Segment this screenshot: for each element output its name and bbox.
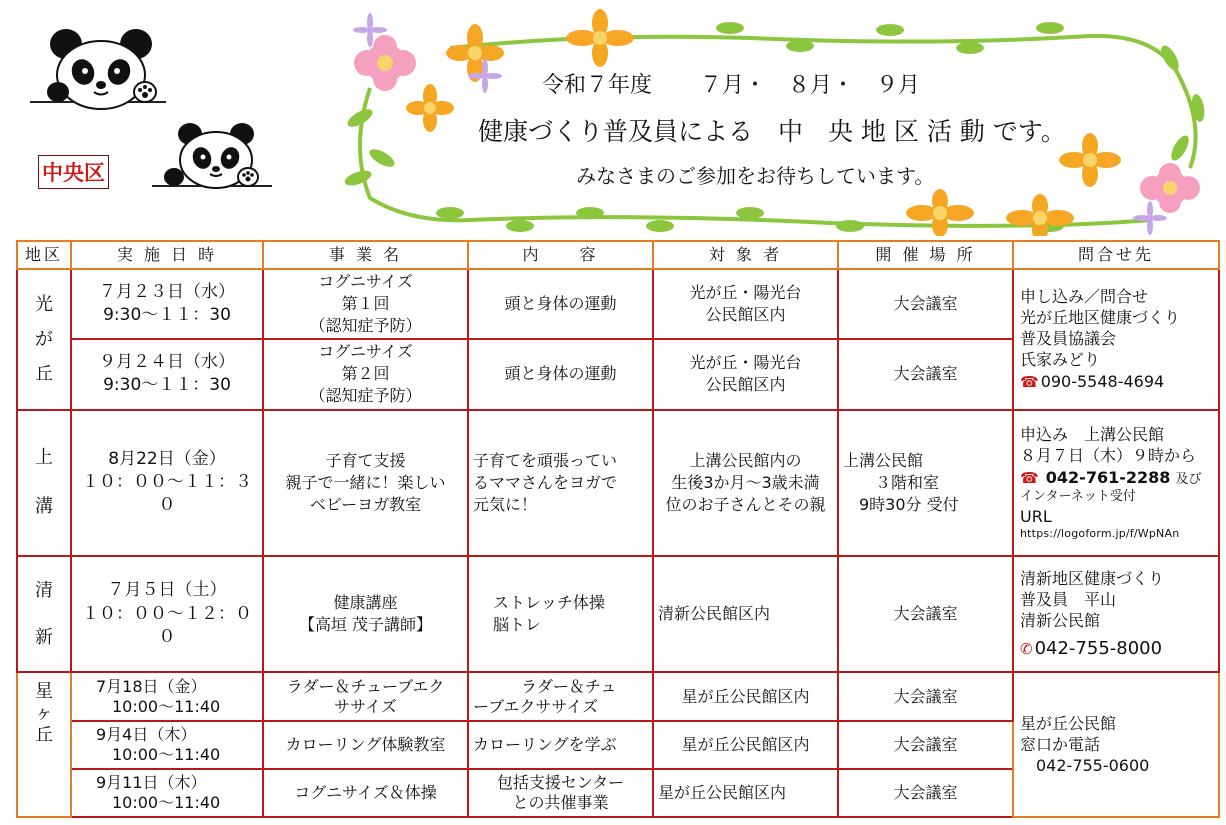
event-cell: カローリング体験教室 <box>263 721 468 769</box>
fiscal-year: 令和７年度 <box>542 73 653 98</box>
panda-illustration-1 <box>28 20 168 112</box>
phone-icon: ☎ <box>1020 372 1039 391</box>
target-cell: 光が丘・陽光台 公民館区内 <box>653 269 838 339</box>
contact-text: インターネット受付 <box>1020 489 1136 505</box>
header-invitation: みなさまのご参加をお待ちしています。 <box>576 164 935 188</box>
content-cell: 包括支援センター との共催事業 <box>468 769 653 817</box>
contact-text: ８月７日（木）９時から <box>1020 446 1197 466</box>
date-cell: ７月２３日（水） 9:30～１１：30 <box>71 269 263 339</box>
venue-cell: 大会議室 <box>838 269 1013 339</box>
contact-text: 清新地区健康づくり 普及員 平山 清新公民館 <box>1020 568 1165 630</box>
date-cell: ９月２４日（水） 9:30～１１：30 <box>71 339 263 409</box>
column-header: 事 業 名 <box>263 241 468 269</box>
column-header: 対 象 者 <box>653 241 838 269</box>
event-cell: コグニサイズ 第２回 （認知症予防） <box>263 339 468 409</box>
contact-cell <box>1013 556 1219 672</box>
target-cell: 星が丘公民館区内 <box>653 672 838 720</box>
column-header: 問合せ先 <box>1013 241 1219 269</box>
contact-cell <box>1013 410 1219 557</box>
venue-cell: 大会議室 <box>838 672 1013 720</box>
table-row <box>17 410 1219 557</box>
phone-icon: ☎ <box>1020 468 1039 487</box>
contact-phone: 090-5548-4694 <box>1040 371 1165 391</box>
column-header: 開 催 場 所 <box>838 241 1013 269</box>
venue-cell: 上溝公民館 ３階和室 9時30分 受付 <box>838 410 1013 557</box>
region-cell: 清 新 <box>17 556 71 672</box>
target-cell: 清新公民館区内 <box>653 556 838 672</box>
date-cell: ７月５日（土） １０：００～１２：００ <box>71 556 263 672</box>
contact-text: 申込み 上溝公民館 <box>1020 425 1165 445</box>
event-cell: コグニサイズ＆体操 <box>263 769 468 817</box>
header-title: 健康づくり普及員による 中 央 地 区 活 動 です。 <box>478 117 1066 146</box>
table-row <box>17 672 1219 720</box>
contact-url-link[interactable]: https://logoform.jp/f/WpNAn <box>1020 526 1180 540</box>
target-cell: 星が丘公民館区内 <box>653 769 838 817</box>
region-cell: 星 ヶ 丘 <box>17 672 71 817</box>
schedule-table <box>16 240 1220 818</box>
date-cell: 9月11日（木） 10:00～11:40 <box>71 769 263 817</box>
event-cell: 健康講座 【高垣 茂子講師】 <box>263 556 468 672</box>
region-cell: 上 溝 <box>17 410 71 557</box>
panda-illustration-2 <box>150 122 274 194</box>
table-header-row <box>17 241 1219 269</box>
target-cell: 星が丘公民館区内 <box>653 721 838 769</box>
column-header: 地区 <box>17 241 71 269</box>
event-cell: 子育て支援 親子で一緒に！楽しい ベビーヨガ教室 <box>263 410 468 557</box>
table-row <box>17 556 1219 672</box>
date-cell: 7月18日（金） 10:00～11:40 <box>71 672 263 720</box>
months: ７月・ ８月・ ９月 <box>700 73 921 98</box>
date-cell: 9月4日（木） 10:00～11:40 <box>71 721 263 769</box>
table-row <box>17 269 1219 339</box>
content-cell: ラダー＆チュ ーブエクササイズ <box>468 672 653 720</box>
venue-cell: 大会議室 <box>838 769 1013 817</box>
venue-cell: 大会議室 <box>838 556 1013 672</box>
date-cell: 8月22日（金） １０：００～１１：３０ <box>71 410 263 557</box>
column-header: 実 施 日 時 <box>71 241 263 269</box>
content-cell: カローリングを学ぶ <box>468 721 653 769</box>
contact-cell <box>1013 269 1219 410</box>
contact-phone: 042-761-2288 <box>1045 467 1171 487</box>
content-cell: 頭と身体の運動 <box>468 339 653 409</box>
contact-phone: 042-755-8000 <box>1034 638 1163 660</box>
column-header: 内 容 <box>468 241 653 269</box>
contact-text: 及び <box>1175 471 1202 487</box>
district-tag: 中央区 <box>38 155 109 189</box>
contact-cell: 星が丘公民館 窓口か電話 042-755-0600 <box>1013 672 1219 817</box>
venue-cell: 大会議室 <box>838 721 1013 769</box>
region-cell: 光 が 丘 <box>17 269 71 410</box>
content-cell: 頭と身体の運動 <box>468 269 653 339</box>
target-cell: 光が丘・陽光台 公民館区内 <box>653 339 838 409</box>
venue-cell: 大会議室 <box>838 339 1013 409</box>
contact-text: URL <box>1020 506 1052 526</box>
header-line-1 <box>542 68 920 99</box>
contact-text: 申し込み／問合せ 光が丘地区健康づくり 普及員協議会 氏家みどり <box>1020 287 1181 370</box>
target-cell: 上溝公民館内の 生後3か月～3歳未満 位のお子さんとその親 <box>653 410 838 557</box>
event-cell: コグニサイズ 第１回 （認知症予防） <box>263 269 468 339</box>
flyer-header <box>0 0 1226 238</box>
content-cell: 子育てを頑張ってい るママさんをヨガで 元気に！ <box>468 410 653 557</box>
content-cell: ストレッチ体操 脳トレ <box>468 556 653 672</box>
event-cell: ラダー＆チューブエク ササイズ <box>263 672 468 720</box>
phone-icon: ✆ <box>1020 640 1033 659</box>
